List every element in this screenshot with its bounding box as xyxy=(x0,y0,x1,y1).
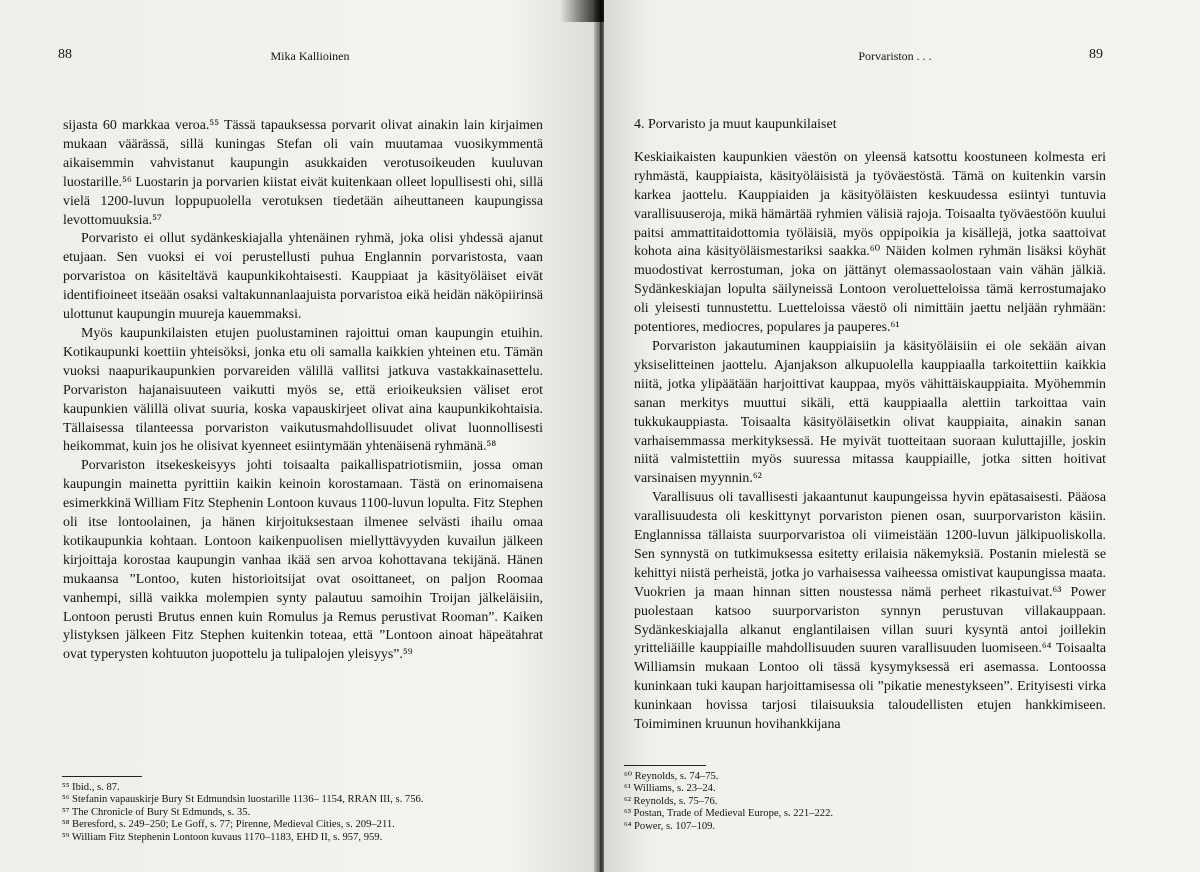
footnote-rule xyxy=(62,776,142,777)
section-heading: 4. Porvaristo ja muut kaupunkilaiset xyxy=(634,117,837,132)
paragraph: sijasta 60 markkaa veroa.⁵⁵ Tässä tapauksessa porvarit olivat ainakin lain kirjaimen mukaan väärässä, sillä kuningas Stefan oli vain muutamaa vuosikymmentä aikaisemmin vahvistanut kaupungin asukkaiden verotusoikeuden kuuluvan luostarille.⁵⁶ Luostarin ja porvarien kiistat eivät kuitenkaan olleet lopullisesti ohi, sillä vielä 1200-luvun loppupuolella verotuksen tiedetään aiheuttaneen kaupungissa levottomuuksia.⁵⁷ xyxy=(63,118,543,228)
right-page xyxy=(604,0,1200,872)
footnote: ⁶¹ Williams, s. 23–24. xyxy=(624,783,716,795)
left-page xyxy=(0,0,596,872)
footnote: ⁶⁰ Reynolds, s. 74–75. xyxy=(624,771,719,782)
footnote: ⁵⁶ Stefanin vapauskirje Bury St Edmundsin luostarille 1136– 1154, RRAN III, s. 756. xyxy=(62,794,424,806)
paragraph: Porvariston itsekeskeisyys johti toisaalta paikallispatriotismiin, jossa oman kaupungin mainetta pyrittiin kaikin keinoin korostamaan. Tästä on erinomaisena esimerkkinä William Fitz Stephenin Lontoon kuvaus 1100-luvun lopulta. Fitz Stephen oli itse lontoolainen, ja hänen kirjoituksestaan ilmenee selvästi ihailu omaa kotikaupunkia kohtaan. Lontoon kaikenpuolisen miellyttävyyden kuvailun jälkeen kirjoittaja korostaa kaupungin vanhaa ikää sen arvoa kohottavana tekijänä. Hänen mukaansa ”Lontoo, kuten historioitsijat ovat osoittaneet, on paljon Roomaa vanhempi, sillä vaikka molempien synty palautuu samoihin Troijan jälkeläisiin, Lontoon perusti Brutus ennen kuin Romulus ja Remus perustivat Rooman”. Kaiken ylistyksen jälkeen Fitz Stephen kuitenkin toteaa, että ”Lontoon ainoat häpeätahrat ovat typerysten kohtuuton juopottelu ja tulipalojen yleisyys”.⁵⁹ xyxy=(63,458,543,663)
body-text xyxy=(634,116,1106,735)
running-head: Mika Kallioinen xyxy=(270,49,350,63)
page-number: 89 xyxy=(1089,47,1103,62)
paragraph: Porvaristo ei ollut sydänkeskiajalla yhtenäinen ryhmä, joka olisi yhdessä ajanut etujaan. Sen vuoksi ei voi perustellusti puhua Englannin porvaristosta, vaan porvaristoa on käsiteltävä kaupunkikohtaisesti. Kauppiaat ja käsityöläiset eivät identifioineet itseään osaksi valtakunnanlaajuista porvaristoa eikä heidän näköpiirinsä ulottunut kaupungin muureja kauemmaksi. xyxy=(63,231,543,323)
footnote: ⁶² Reynolds, s. 75–76. xyxy=(624,795,718,807)
paragraph: Porvariston jakautuminen kauppiaisiin ja käsityöläisiin ei ole sekään aivan yksiselitteinen jaottelu. Ajanjakson alkupuolella kauppiaalla tarkoitettiin kaikkia niitä, jotka ylipäätään harjoittivat kauppaa, myös vähittäiskauppiaita. Myöhemmin sanan merkitys muuttui sikäli, että kauppiaalla alettiin tarkoittaa vain tukkukauppiasta. Toisaalta käsityöläisetkin olivat kauppiaita, ainakin sanan varhaisemmassa merkityksessä. He myivät tuotteitaan suoraan kuluttajille, joskin niitä valmistettiin myös suuressa mitassa kauppiaille, jotka sitten hoitivat varsinaisen myynnin.⁶² xyxy=(634,338,1106,487)
footnote: ⁵⁵ Ibid., s. 87. xyxy=(62,782,120,793)
footnote: ⁶⁴ Power, s. 107–109. xyxy=(624,820,716,832)
footnote: ⁵⁸ Beresford, s. 249–250; Le Goff, s. 77; Pirenne, Medieval Cities, s. 209–211. xyxy=(62,819,395,831)
running-head: Porvariston . . . xyxy=(858,49,932,63)
body-text xyxy=(63,117,543,665)
footnote: ⁵⁷ The Chronicle of Bury St Edmunds, s. 35. xyxy=(62,806,251,818)
footnote-rule xyxy=(624,765,706,766)
footnotes xyxy=(62,782,423,844)
footnotes xyxy=(624,771,833,833)
page-number: 88 xyxy=(58,47,72,62)
footnote: ⁶³ Postan, Trade of Medieval Europe, s. 221–222. xyxy=(624,808,834,820)
paragraph: Myös kaupunkilaisten etujen puolustaminen rajoittui oman kaupungin etuihin. Kotikaupunki koettiin yhteisöksi, jonka etu oli samalla kaikkien yhteinen etu. Tämän vuoksi naapurikaupunkien porvareiden välillä vallitsi jatkuva vastakkainasettelu. Porvariston hajanaisuuteen vaikutti myös se, että erioikeuksien väliset erot kaupunkien välillä olivat suuria, koska vapauskirjeet olivat aina kaupunkikohtaisia. Tällaisessa tilanteessa porvariston vaikutusmahdollisuudet olivat luonnollisesti heikommat, kuin jos he olisivat kyenneet esiintymään yhtenäisenä ryhmänä.⁵⁸ xyxy=(63,325,543,455)
paragraph: Keskiaikaisten kaupunkien väestön on yleensä katsottu koostuneen kolmesta eri ryhmästä, kauppiaista, käsityöläisistä ja työväestöstä. Tämä on kuitenkin varsin karkea jaottelu. Kauppiaiden ja käsityöläisten keskuudessa esiintyi tuntuvia varallisuuseroja, mikä hämärtää ryhmien välisiä rajoja. Toisaalta työväestöön kuului paitsi ammattitaidottomia työläisiä, myös oppipoikia ja kisällejä, jotka saattoivat kohota aina käsityöläismestariksi saakka.⁶⁰ Näiden kolmen ryhmän lisäksi köyhät muodostivat kerrostuman, joka on jättänyt olemassaolostaan vain vähän jälkiä. Sydänkeskiajan lopulta säilyneissä Lontoon veroluetteloissa tämä kerrostumajako oli yleisesti tunnustettu. Luetteloissa väestö oli nimittäin jaettu neljään ryhmään: potentiores, mediocres, populares ja pauperes.⁶¹ xyxy=(634,149,1106,336)
paragraph: Varallisuus oli tavallisesti jakaantunut kaupungeissa hyvin epätasaisesti. Pääosa varallisuudesta oli keskittynyt porvariston pienen osan, suurporvariston käsiin. Englannissa tällaista suurporvaristoa oli viimeistään 1200-luvun jälkipuoliskolla. Sen synnystä on tutkimuksessa esitetty erilaisia näkemyksiä. Postanin mielestä se kehittyi niistä perheistä, jotka jo varhaisessa vaiheessa omistivat kaupungissa maata. Vuokrien ja maan hinnan sitten noustessa nämä perheet rikastuivat.⁶³ Power puolestaan katsoo suurporvariston synnyn perustuvan villakauppaan. Sydänkeskiajalla alkanut englantilaisen villan suuri kysyntä antoi joillekin yritteliäille kauppiaille mahdollisuuden suuren varallisuuden luomiseen.⁶⁴ Toisaalta Williamsin mukaan Lontoo oli tässä kysymyksessä eri asemassa. Lontoossa kuninkaan tuki kaupan harjoittamisessa oli ”pikatie menestykseen”. Erityisesti virka kuninkaan hovissa tarjosi tilaisuuksia taloudellisten etujen hankkimiseen. Toimiminen kruunun hovihankkijana xyxy=(634,490,1106,733)
footnote: ⁵⁹ William Fitz Stephenin Lontoon kuvaus 1170–1183, EHD II, s. 957, 959. xyxy=(62,831,383,843)
